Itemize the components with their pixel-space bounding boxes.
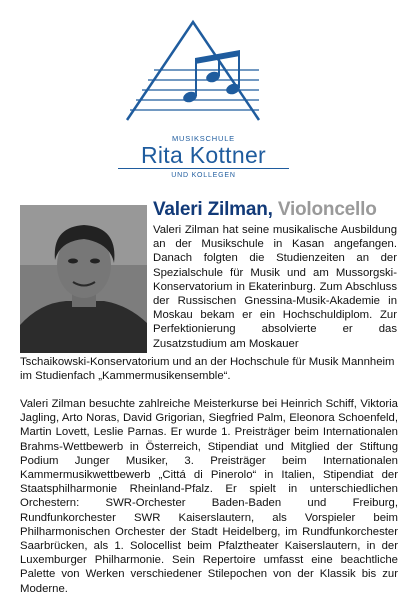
portrait-photo [20, 205, 147, 353]
logo-sub-text: UND KOLLEGEN [171, 172, 236, 179]
musician-name: Valeri Zilman [153, 199, 268, 220]
logo-name: Rita Kottner [140, 142, 267, 168]
logo-divider [118, 168, 289, 169]
instrument-label: Violoncello [277, 199, 377, 220]
title-separator: , [267, 199, 273, 220]
bio-paragraph-1-continued: Tschaikowski-Konservatorium und an der Hochschule für Musik Mannheim im Studienfach „Kammermusikensemble“. [20, 356, 395, 383]
bio-paragraph-1: Valeri Zilman hat seine musikalische Ausbildung an der Musikschule in Kasan angefangen. Danach folgten die Studienzeiten an der Spezialschule für Musik und am Mussorgski-Konservatorium in Ekaterinburg. Zum Abschluss der Russischen Gnessina-Musik-Akademie in Moskau bekam er ein Hochschuldiplom. Zur Perfektionierung absolvierte er das Zusatzstudium am Moskauer [153, 224, 397, 350]
page-title [153, 199, 377, 221]
logo-small-text: MUSIKSCHULE [172, 134, 235, 143]
bio-paragraph-2: Valeri Zilman besuchte zahlreiche Meisterkurse bei Heinrich Schiff, Viktoria Jagling, Arto Noras, David Grigorian, Siegfried Palm, Eleonora Schoenfeld, Martin Lovett, Leslie Parnas. Er wurde 1. Preisträger beim Internationalen Brahms-Wettbewerb in Österreich, Stipendiat und Mitglied der Stiftung Podium Junger Musiker, 3. Preisträger beim Internationalen Kammermusikwettbewerb „Cittá di Pinerolo“ in Italien, Stipendiat der Staatsphilharmonie Rheinland-Pfalz. Er spielt in unterschiedlichen Orchestern: SWR-Orchester Baden-Baden und Freiburg, Rundfunkorchester SWR Kaiserslautern, als Vorspieler beim Philharmonischen Orchester der Stadt Heidelberg, im Rundfunkorchester Saarbrücken, als 1. Solocellist beim Pfalztheater Kaiserslautern, in der Luxemburger Philharmonie. Sein Repertoire umfasst eine beachtliche Palette von Werken verschiedener Stilepochen von der Klassik bis zur Moderne. [20, 398, 398, 595]
